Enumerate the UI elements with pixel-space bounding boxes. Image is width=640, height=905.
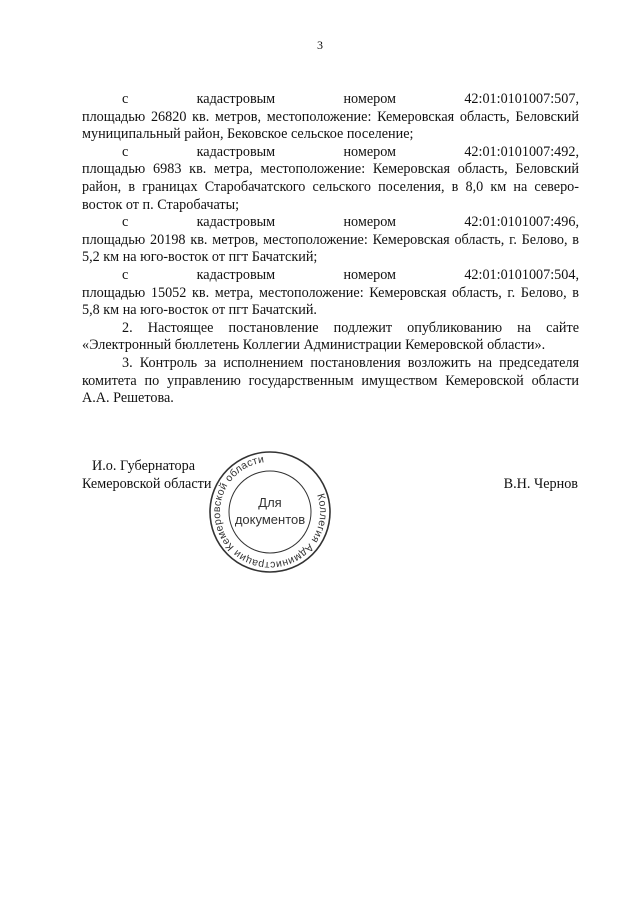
parcel-details: площадью 20198 кв. метров, местоположение: Кемеровская область, г. Белово, в 5,2 км на юго-восток от пгт Бачатский; — [82, 231, 579, 266]
seal-stamp — [207, 449, 333, 575]
signatory-title-line1: И.о. Губернатора — [92, 458, 195, 474]
parcel-item — [82, 267, 579, 320]
parcel-first-line: с кадастровым номером 42:01:0101007:504, — [122, 266, 579, 283]
clause-publication: 2. Настоящее постановление подлежит опубликованию на сайте «Электронный бюллетень Коллегии Администрации Кемеровской области». — [82, 319, 579, 354]
parcel-item — [82, 214, 579, 267]
parcel-item — [82, 144, 579, 214]
stamp-center-line2: документов — [234, 512, 306, 527]
parcel-item — [82, 91, 579, 144]
signatory-title — [82, 457, 211, 493]
signatory-title-line2: Кемеровской области — [82, 476, 212, 492]
signatory-name: В.Н. Чернов — [503, 476, 578, 492]
stamp-center-line1: Для — [258, 495, 282, 510]
parcel-first-line: с кадастровым номером 42:01:0101007:496, — [122, 214, 579, 231]
clause-control: 3. Контроль за исполнением постановления возложить на председателя комитета по управлению государственным имуществом Кемеровской области А.А. Решетова. — [82, 354, 579, 407]
page-number: 3 — [317, 38, 323, 52]
parcel-details: площадью 26820 кв. метров, местоположение: Кемеровская область, Беловский муниципальный район, Бековское сельское поселение; — [82, 108, 579, 143]
stamp-ring-text: Коллегия Администрации Кемеровской области — [210, 453, 330, 572]
document-body — [82, 91, 579, 408]
parcel-details: площадью 6983 кв. метра, местоположение: Кемеровская область, Беловский район, в границах Старобачатского сельского поселения, в 8,0 км на северо-восток от п. Старобачаты; — [82, 161, 579, 213]
parcel-details: площадью 15052 кв. метра, местоположение: Кемеровская область, г. Белово, в 5,8 км на юго-восток от пгт Бачатский. — [82, 284, 579, 319]
parcel-first-line: с кадастровым номером 42:01:0101007:492, — [122, 143, 579, 160]
parcel-first-line: с кадастровым номером 42:01:0101007:507, — [122, 91, 579, 107]
